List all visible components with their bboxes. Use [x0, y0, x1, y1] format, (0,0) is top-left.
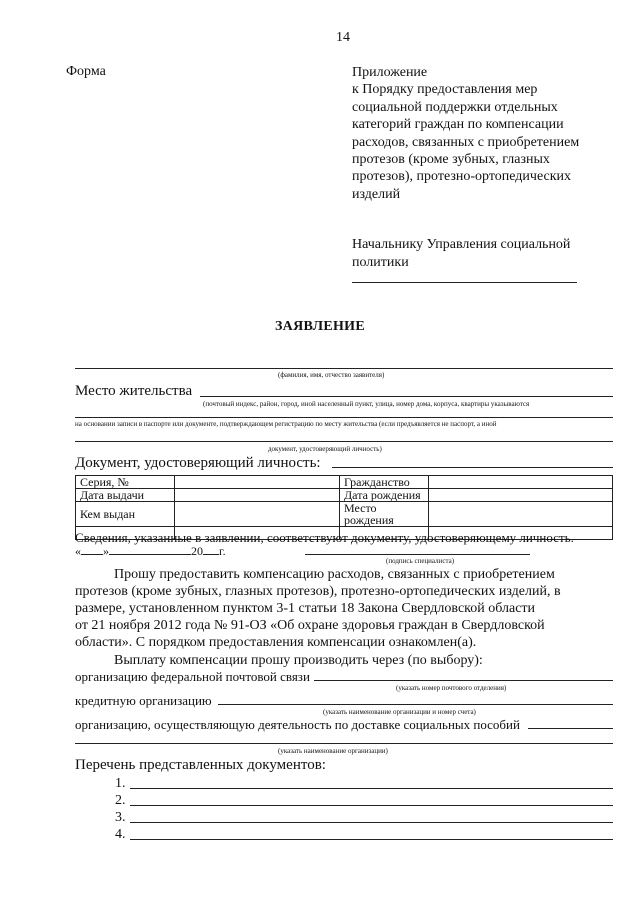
year-suffix: г. [219, 544, 226, 558]
month-field[interactable] [109, 554, 191, 555]
document-item-field[interactable] [130, 788, 613, 789]
date-close-quote: » [103, 544, 109, 558]
residence-field[interactable] [200, 396, 613, 397]
id-document-field[interactable] [332, 467, 613, 468]
verification-date [75, 543, 226, 560]
table-cell-label: Дата рождения [340, 489, 429, 502]
appendix-line: расходов, связанных с приобретением [352, 134, 580, 150]
signature-hint: (подпись специалиста) [386, 557, 455, 565]
request-line-2: протезов (кроме зубных, глазных протезов), протезно-ортопедических изделий, в [75, 584, 561, 599]
table-row [76, 489, 613, 502]
table-cell-label: Место рождения [340, 502, 429, 527]
table-cell-label: Дата выдачи [76, 489, 175, 502]
bank-hint: (указать наименование организации и номер счета) [323, 708, 476, 716]
request-line-1: Прошу предоставить компенсацию расходов, связанных с приобретением [114, 567, 555, 582]
residence-hint-2: на основании записи в паспорте или документе, подтверждающем регистрацию по месту жительства (если предъявляется не паспорт, а иной [75, 420, 497, 428]
table-cell-value[interactable] [175, 489, 340, 502]
document-item-number: 4. [115, 827, 126, 842]
document-item-field[interactable] [130, 839, 613, 840]
post-office-hint: (указать номер почтового отделения) [396, 684, 507, 692]
appendix-line: Приложение [352, 65, 428, 80]
applicant-name-hint: (фамилия, имя, отчество заявителя) [278, 371, 385, 379]
appendix-line: к Порядку предоставления мер [352, 82, 538, 98]
applicant-name-field[interactable] [75, 368, 613, 369]
document-title: ЗАЯВЛЕНИЕ [274, 319, 365, 334]
appendix-block [352, 64, 579, 203]
addressee-line-2: политики [352, 255, 409, 270]
residence-label: Место жительства [75, 383, 193, 399]
residence-hint-3: документ, удостоверяющий личность) [268, 445, 382, 453]
year-prefix: 20 [191, 544, 203, 558]
document-item-number: 2. [115, 793, 126, 808]
addressee-block [352, 236, 570, 272]
appendix-line: категорий граждан по компенсации [352, 117, 564, 133]
request-line-3: размере, установленном пунктом 3-1 статьи 18 Закона Свердловской области [75, 601, 536, 616]
payment-heading: Выплату компенсации прошу производить через (по выбору): [114, 653, 483, 668]
document-item-field[interactable] [130, 805, 613, 806]
delivery-org-hint: (указать наименование организации) [278, 747, 388, 755]
table-row [76, 476, 613, 489]
bank-field[interactable] [218, 704, 613, 705]
request-line-4: от 21 ноября 2012 года № 91-ОЗ «Об охране здоровья граждан в Свердловской [75, 618, 545, 633]
table-cell-label: Кем выдан [76, 502, 175, 527]
addressee-line-1: Начальнику Управления социальной [352, 237, 571, 252]
table-row [76, 502, 613, 527]
payment-option-delivery: организацию, осуществляющую деятельность по доставке социальных пособий [75, 717, 520, 732]
payment-option-post: организацию федеральной почтовой связи [75, 669, 310, 684]
appendix-line: изделий [352, 186, 401, 202]
table-cell-value[interactable] [175, 476, 340, 489]
residence-hint: (почтовый индекс, район, город, иной населенный пункт, улица, номер дома, корпуса, квартиры указываются [203, 400, 530, 408]
verification-text: Сведения, указанные в заявлении, соответствуют документу, удостоверяющему личность. [75, 530, 574, 545]
request-line-5: области». С порядком предоставления компенсации ознакомлен(а). [75, 635, 477, 650]
residence-field-2[interactable] [75, 417, 613, 418]
page-number: 14 [336, 30, 350, 45]
id-document-label: Документ, удостоверяющий личность: [75, 455, 321, 471]
specialist-signature-field[interactable] [305, 554, 530, 555]
document-item-number: 1. [115, 776, 126, 791]
table-cell-value[interactable] [429, 502, 613, 527]
appendix-line: протезов), протезно-ортопедических [352, 169, 572, 185]
day-field[interactable] [81, 554, 103, 555]
documents-heading: Перечень представленных документов: [75, 757, 326, 773]
appendix-line: протезов (кроме зубных, глазных [352, 152, 550, 168]
table-cell-value[interactable] [429, 476, 613, 489]
table-cell-label: Серия, № [76, 476, 175, 489]
delivery-org-field-2[interactable] [75, 743, 613, 744]
delivery-org-field[interactable] [528, 728, 613, 729]
table-cell-value[interactable] [429, 489, 613, 502]
appendix-line: социальной поддержки отдельных [352, 99, 558, 115]
document-item-field[interactable] [130, 822, 613, 823]
residence-field-3[interactable] [75, 441, 613, 442]
year-field[interactable] [203, 554, 219, 555]
payment-option-bank: кредитную организацию [75, 693, 212, 708]
addressee-name-field[interactable] [352, 282, 577, 283]
table-cell-value[interactable] [175, 502, 340, 527]
form-label: Форма [66, 64, 106, 79]
table-cell-label: Гражданство [340, 476, 429, 489]
date-open-quote: « [75, 544, 81, 558]
document-item-number: 3. [115, 810, 126, 825]
post-office-field[interactable] [314, 680, 613, 681]
